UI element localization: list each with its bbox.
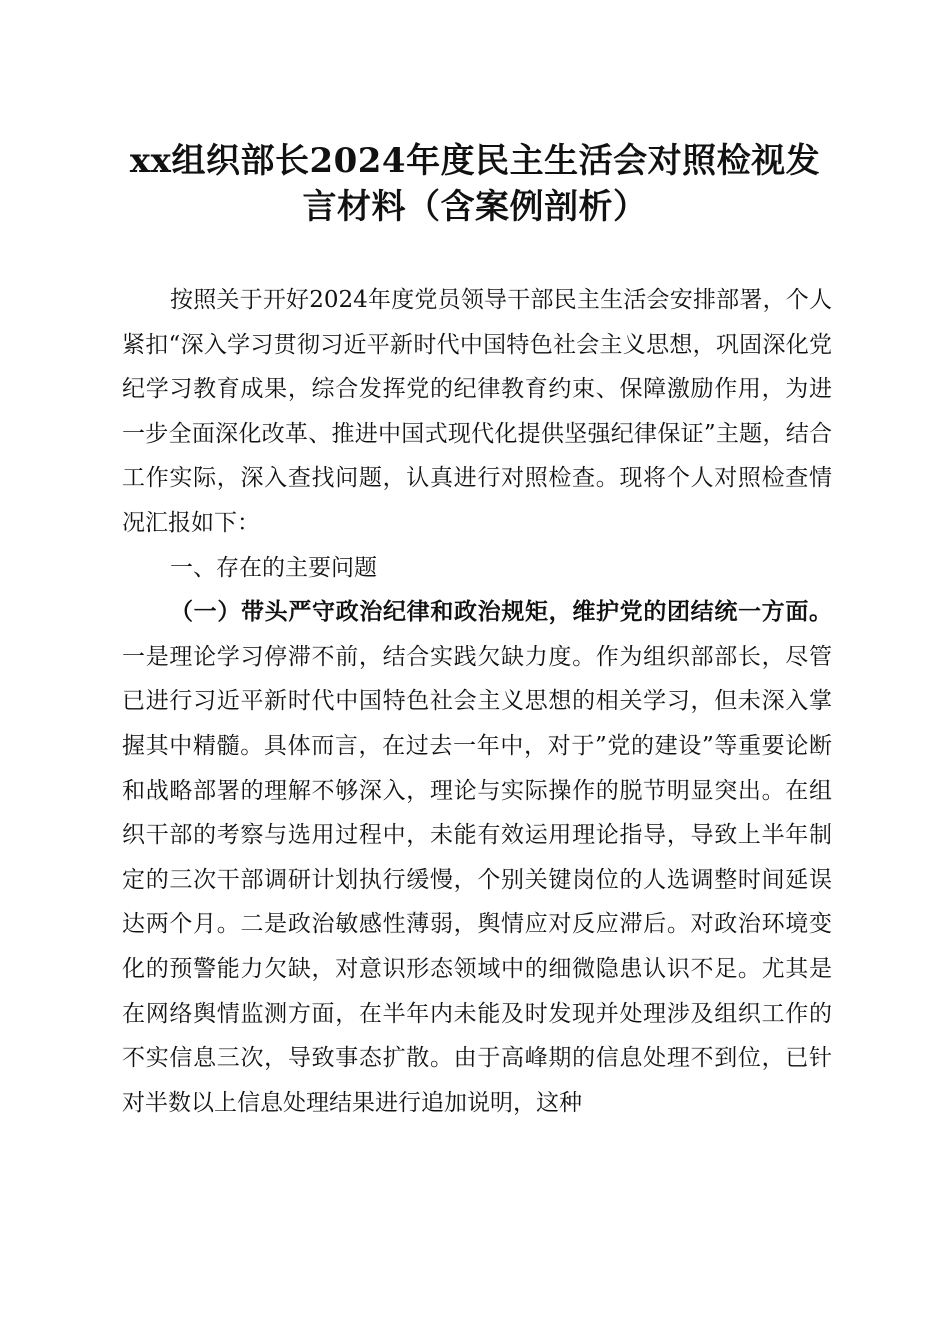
subsection-lead: （一）带头严守政治纪律和政治规矩，维护党的团结统一方面。 xyxy=(170,598,832,626)
subsection-body: 一是理论学习停滞不前，结合实践欠缺力度。作为组织部部长，尽管已进行习近平新时代中国特色社会主义思想的相关学习，但未深入掌握其中精髓。具体而言，在过去一年中，对于”党的建设”等重要论断和战略部署的理解不够深入，理论与实际操作的脱节明显突出。在组织干部的考察与选用过程中，未能有效运用理论指导，导致上半年制定的三次干部调研计划执行缓慢，个别关键岗位的人选调整时间延误达两个月。二是政治敏感性薄弱，舆情应对反应滞后。对政治环境变化的预警能力欠缺，对意识形态领域中的细微隐患认识不足。尤其是在网络舆情监测方面，在半年内未能及时发现并处理涉及组织工作的不实信息三次，导致事态扩散。由于高峰期的信息处理不到位，已针对半数以上信息处理结果进行追加说明，这种 xyxy=(122,643,832,1116)
title-line-1: xx组织部长2024年度民主生活会对照检视发 xyxy=(129,141,821,181)
section-heading-problems: 一、存在的主要问题 xyxy=(170,554,377,581)
document-title xyxy=(100,138,850,230)
document-body xyxy=(122,278,832,1125)
title-line-2: 言材料（含案例剖析） xyxy=(302,187,648,227)
intro-paragraph: 按照关于开好2024年度党员领导干部民主生活会安排部署，个人紧扣“深入学习贯彻习近平新时代中国特色社会主义思想，巩固深化党纪学习教育成果，综合发挥党的纪律教育约束、保障激励作用，为进一步全面深化改革、推进中国式现代化提供坚强纪律保证”主题，结合工作实际，深入查找问题，认真进行对照检查。现将个人对照检查情况汇报如下： xyxy=(122,287,832,536)
subsection-paragraph xyxy=(122,590,832,1125)
